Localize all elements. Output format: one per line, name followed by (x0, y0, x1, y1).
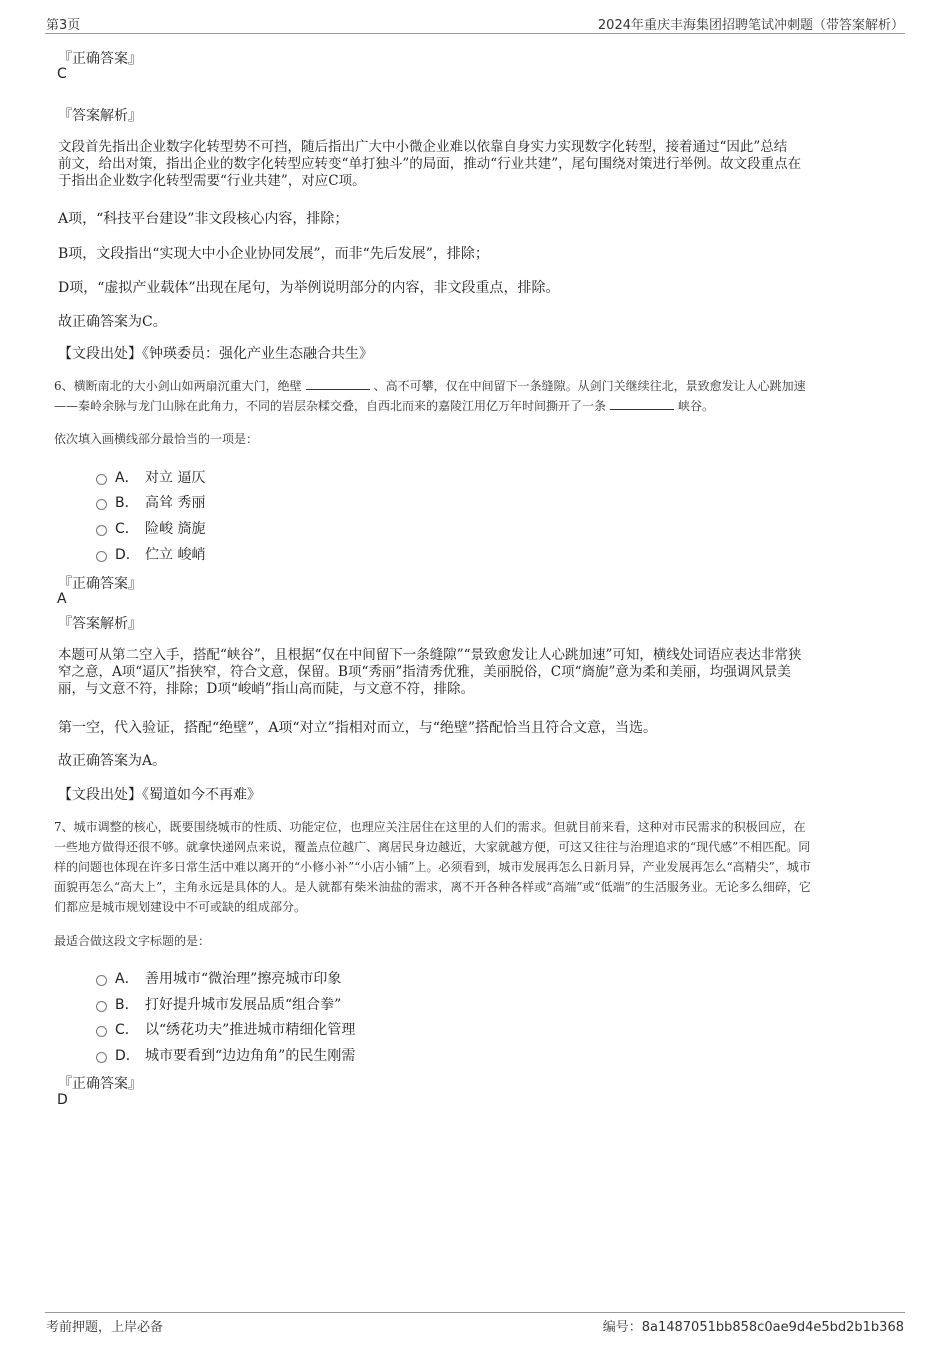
option-c[interactable]: C． 以“绣花功夫”推进城市精细化管理 (96, 1019, 355, 1039)
header-rule (45, 33, 905, 34)
source-citation: 【文段出处】《钟瑛委员：强化产业生态融合共生》 (58, 346, 373, 362)
radio-icon[interactable] (96, 474, 107, 485)
analysis-point-a: A项，“科技平台建设”非文段核心内容，排除； (58, 211, 349, 227)
question-7-prompt: 最适合做这段文字标题的是： (54, 934, 211, 948)
footer-tagline: 考前押题，上岸必备 (46, 1320, 164, 1335)
analysis-conclusion: 故正确答案为A。 (58, 753, 167, 769)
correct-answer-value: D (57, 1092, 68, 1108)
question-6-text: 6、横断南北的大小剑山如两扇沉重大门，绝壁 、高不可攀，仅在中间留下一条缝隙。从剑门关继续往北，景致愈发让人心跳加速 ——秦岭余脉与龙门山脉在此角力，不同的岩层杂糅交叠，自西北而来的嘉陵江用亿万年时间撕开了一条 峡谷。 (54, 379, 806, 413)
radio-icon[interactable] (96, 975, 107, 986)
option-d[interactable]: D． 城市要看到“边边角角”的民生刚需 (96, 1045, 355, 1065)
document-code: 编号：8a1487051bb858c0ae9d4e5bd2b1b368 (602, 1320, 904, 1335)
correct-answer-value: A (57, 591, 67, 607)
analysis-label: 『答案解析』 (58, 616, 142, 632)
question-6-prompt: 依次填入画横线部分最恰当的一项是： (54, 432, 259, 446)
radio-icon[interactable] (96, 1052, 107, 1063)
analysis-paragraph: 本题可从第二空入手，搭配“峡谷”，且根据“仅在中间留下一条缝隙”“景致愈发让人心跳加速”可知，横线处词语应表达非常狭 窄之意，A项“逼仄”指狭窄，符合文意，保留。B项“秀丽”指清秀优雅，美丽脱俗，C项“旖旎”意为柔和美丽，均强调风景美 丽，与文意不符，排除；D项“峻峭”指山高而陡，与文意不符，排除。 (58, 647, 802, 697)
analysis-label: 『答案解析』 (58, 108, 142, 124)
option-b[interactable]: B． 高耸 秀丽 (96, 492, 205, 512)
radio-icon[interactable] (96, 1001, 107, 1012)
analysis-point-b: B项，文段指出“实现大中小企业协同发展”，而非“先后发展”，排除； (58, 246, 489, 262)
correct-answer-value: C (57, 66, 67, 82)
radio-icon[interactable] (96, 525, 107, 536)
radio-icon[interactable] (96, 499, 107, 510)
correct-answer-label: 『正确答案』 (58, 1076, 142, 1092)
option-a[interactable]: A． 对立 逼仄 (96, 467, 205, 487)
fill-blank (610, 398, 674, 410)
analysis-paragraph: 文段首先指出企业数字化转型势不可挡，随后指出广大中小微企业难以依靠自身实力实现数字化转型，接着通过“因此”总结 前文，给出对策，指出企业的数字化转型应转变“单打独斗”的局面，推动“行业共建”，尾句围绕对策进行举例。故文段重点在 于指出企业数字化转型需要“行业共建”，对应C项。 (58, 139, 802, 189)
radio-icon[interactable] (96, 551, 107, 562)
option-a[interactable]: A． 善用城市“微治理”擦亮城市印象 (96, 968, 341, 988)
page-number: 第3页 (46, 18, 81, 33)
option-c[interactable]: C． 险峻 旖旎 (96, 518, 205, 538)
source-citation: 【文段出处】《蜀道如今不再难》 (58, 787, 261, 803)
analysis-point-d: D项，“虚拟产业载体”出现在尾句，为举例说明部分的内容，非文段重点，排除。 (58, 280, 560, 296)
question-7-text: 7、城市调整的核心，既要围绕城市的性质、功能定位，也理应关注居住在这里的人们的需求。但就目前来看，这种对市民需求的积极回应，在 一些地方做得还很不够。就拿快递网点来说，覆盖点位越广、离居民身边越近，大家就越方便，可这又往往与治理追求的“现代感”不相匹配。同 样的问题也体现在许多日常生活中难以离开的“小修小补”“小店小铺”上。必须看到，城市发展再怎么日新月异，产业发展再怎么“高精尖”，城市 面貌再怎么“高大上”，主角永远是具体的人。是人就都有柴米油盐的需求，离不开各种各样或“高端”或“低端”的生活服务业。无论多么细碎，它 们都应是城市规划建设中不可或缺的组成部分。 (54, 820, 811, 914)
footer-rule (45, 1312, 905, 1313)
option-d[interactable]: D． 伫立 峻峭 (96, 544, 205, 564)
document-title: 2024年重庆丰海集团招聘笔试冲刺题（带答案解析） (597, 18, 904, 33)
correct-answer-label: 『正确答案』 (58, 576, 142, 592)
radio-icon[interactable] (96, 1026, 107, 1037)
analysis-first-blank: 第一空，代入验证，搭配“绝壁”，A项“对立”指相对而立，与“绝壁”搭配恰当且符合文意，当选。 (58, 720, 658, 736)
correct-answer-label: 『正确答案』 (58, 51, 142, 67)
analysis-conclusion: 故正确答案为C。 (58, 314, 167, 330)
fill-blank (306, 378, 370, 390)
option-b[interactable]: B． 打好提升城市发展品质“组合拳” (96, 994, 341, 1014)
